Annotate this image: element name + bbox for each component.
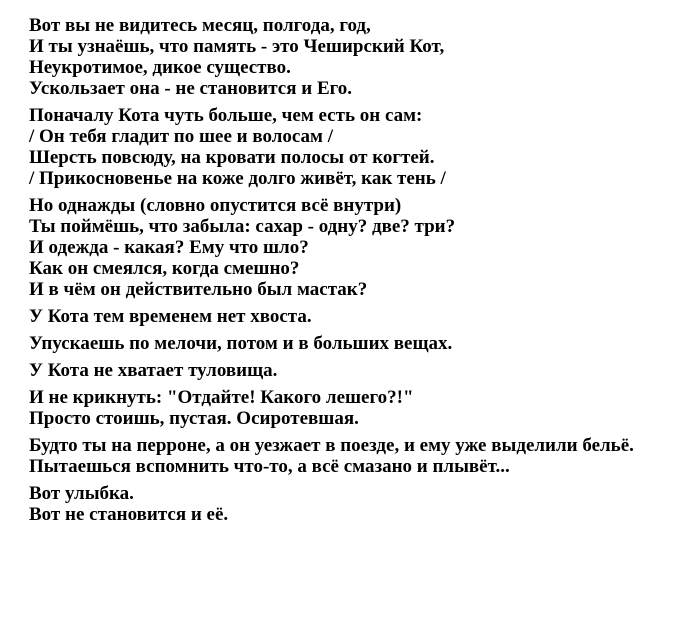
poem-line: Ты поймёшь, что забыла: сахар - одну? две? три?	[29, 216, 456, 237]
poem-line: У Кота тем временем нет хвоста.	[29, 306, 312, 327]
poem-line: Поначалу Кота чуть больше, чем есть он сам:	[29, 105, 423, 126]
poem-line: Просто стоишь, пустая. Осиротевшая.	[29, 408, 359, 429]
poem-line: И ты узнаёшь, что память - это Чеширский Кот,	[29, 36, 445, 57]
poem-line: Неукротимое, дикое существо.	[29, 57, 291, 78]
poem-line: У Кота не хватает туловища.	[29, 360, 278, 381]
stanza-9	[29, 483, 700, 525]
poem-line: Шерсть повсюду, на кровати полосы от когтей.	[29, 147, 435, 168]
stanza-1	[29, 15, 700, 99]
poem-line: Вот не становится и её.	[29, 504, 229, 525]
poem-line: И одежда - какая? Ему что шло?	[29, 237, 309, 258]
stanza-3	[29, 195, 700, 300]
poem-line: Как он смеялся, когда смешно?	[29, 258, 300, 279]
stanza-4	[29, 306, 700, 327]
poem-line: Вот вы не видитесь месяц, полгода, год,	[29, 15, 371, 36]
poem-line: Будто ты на перроне, а он уезжает в поезде, и ему уже выделили бельё.	[29, 435, 634, 456]
stanza-2	[29, 105, 700, 189]
poem-line: И не крикнуть: "Отдайте! Какого лешего?!"	[29, 387, 414, 408]
stanza-8	[29, 435, 700, 477]
poem-line: Ускользает она - не становится и Его.	[29, 78, 353, 99]
poem-line: И в чём он действительно был мастак?	[29, 279, 368, 300]
poem-line: / Прикосновенье на коже долго живёт, как тень /	[29, 168, 446, 189]
poem-line: Упускаешь по мелочи, потом и в больших вещах.	[29, 333, 453, 354]
poem-line: Вот улыбка.	[29, 483, 134, 504]
stanza-7	[29, 387, 700, 429]
stanza-6	[29, 360, 700, 381]
poem-line: / Он тебя гладит по шее и волосам /	[29, 126, 334, 147]
poem-line: Пытаешься вспомнить что-то, а всё смазано и плывёт...	[29, 456, 510, 477]
poem-line: Но однажды (словно опустится всё внутри)	[29, 195, 402, 216]
stanza-5	[29, 333, 700, 354]
